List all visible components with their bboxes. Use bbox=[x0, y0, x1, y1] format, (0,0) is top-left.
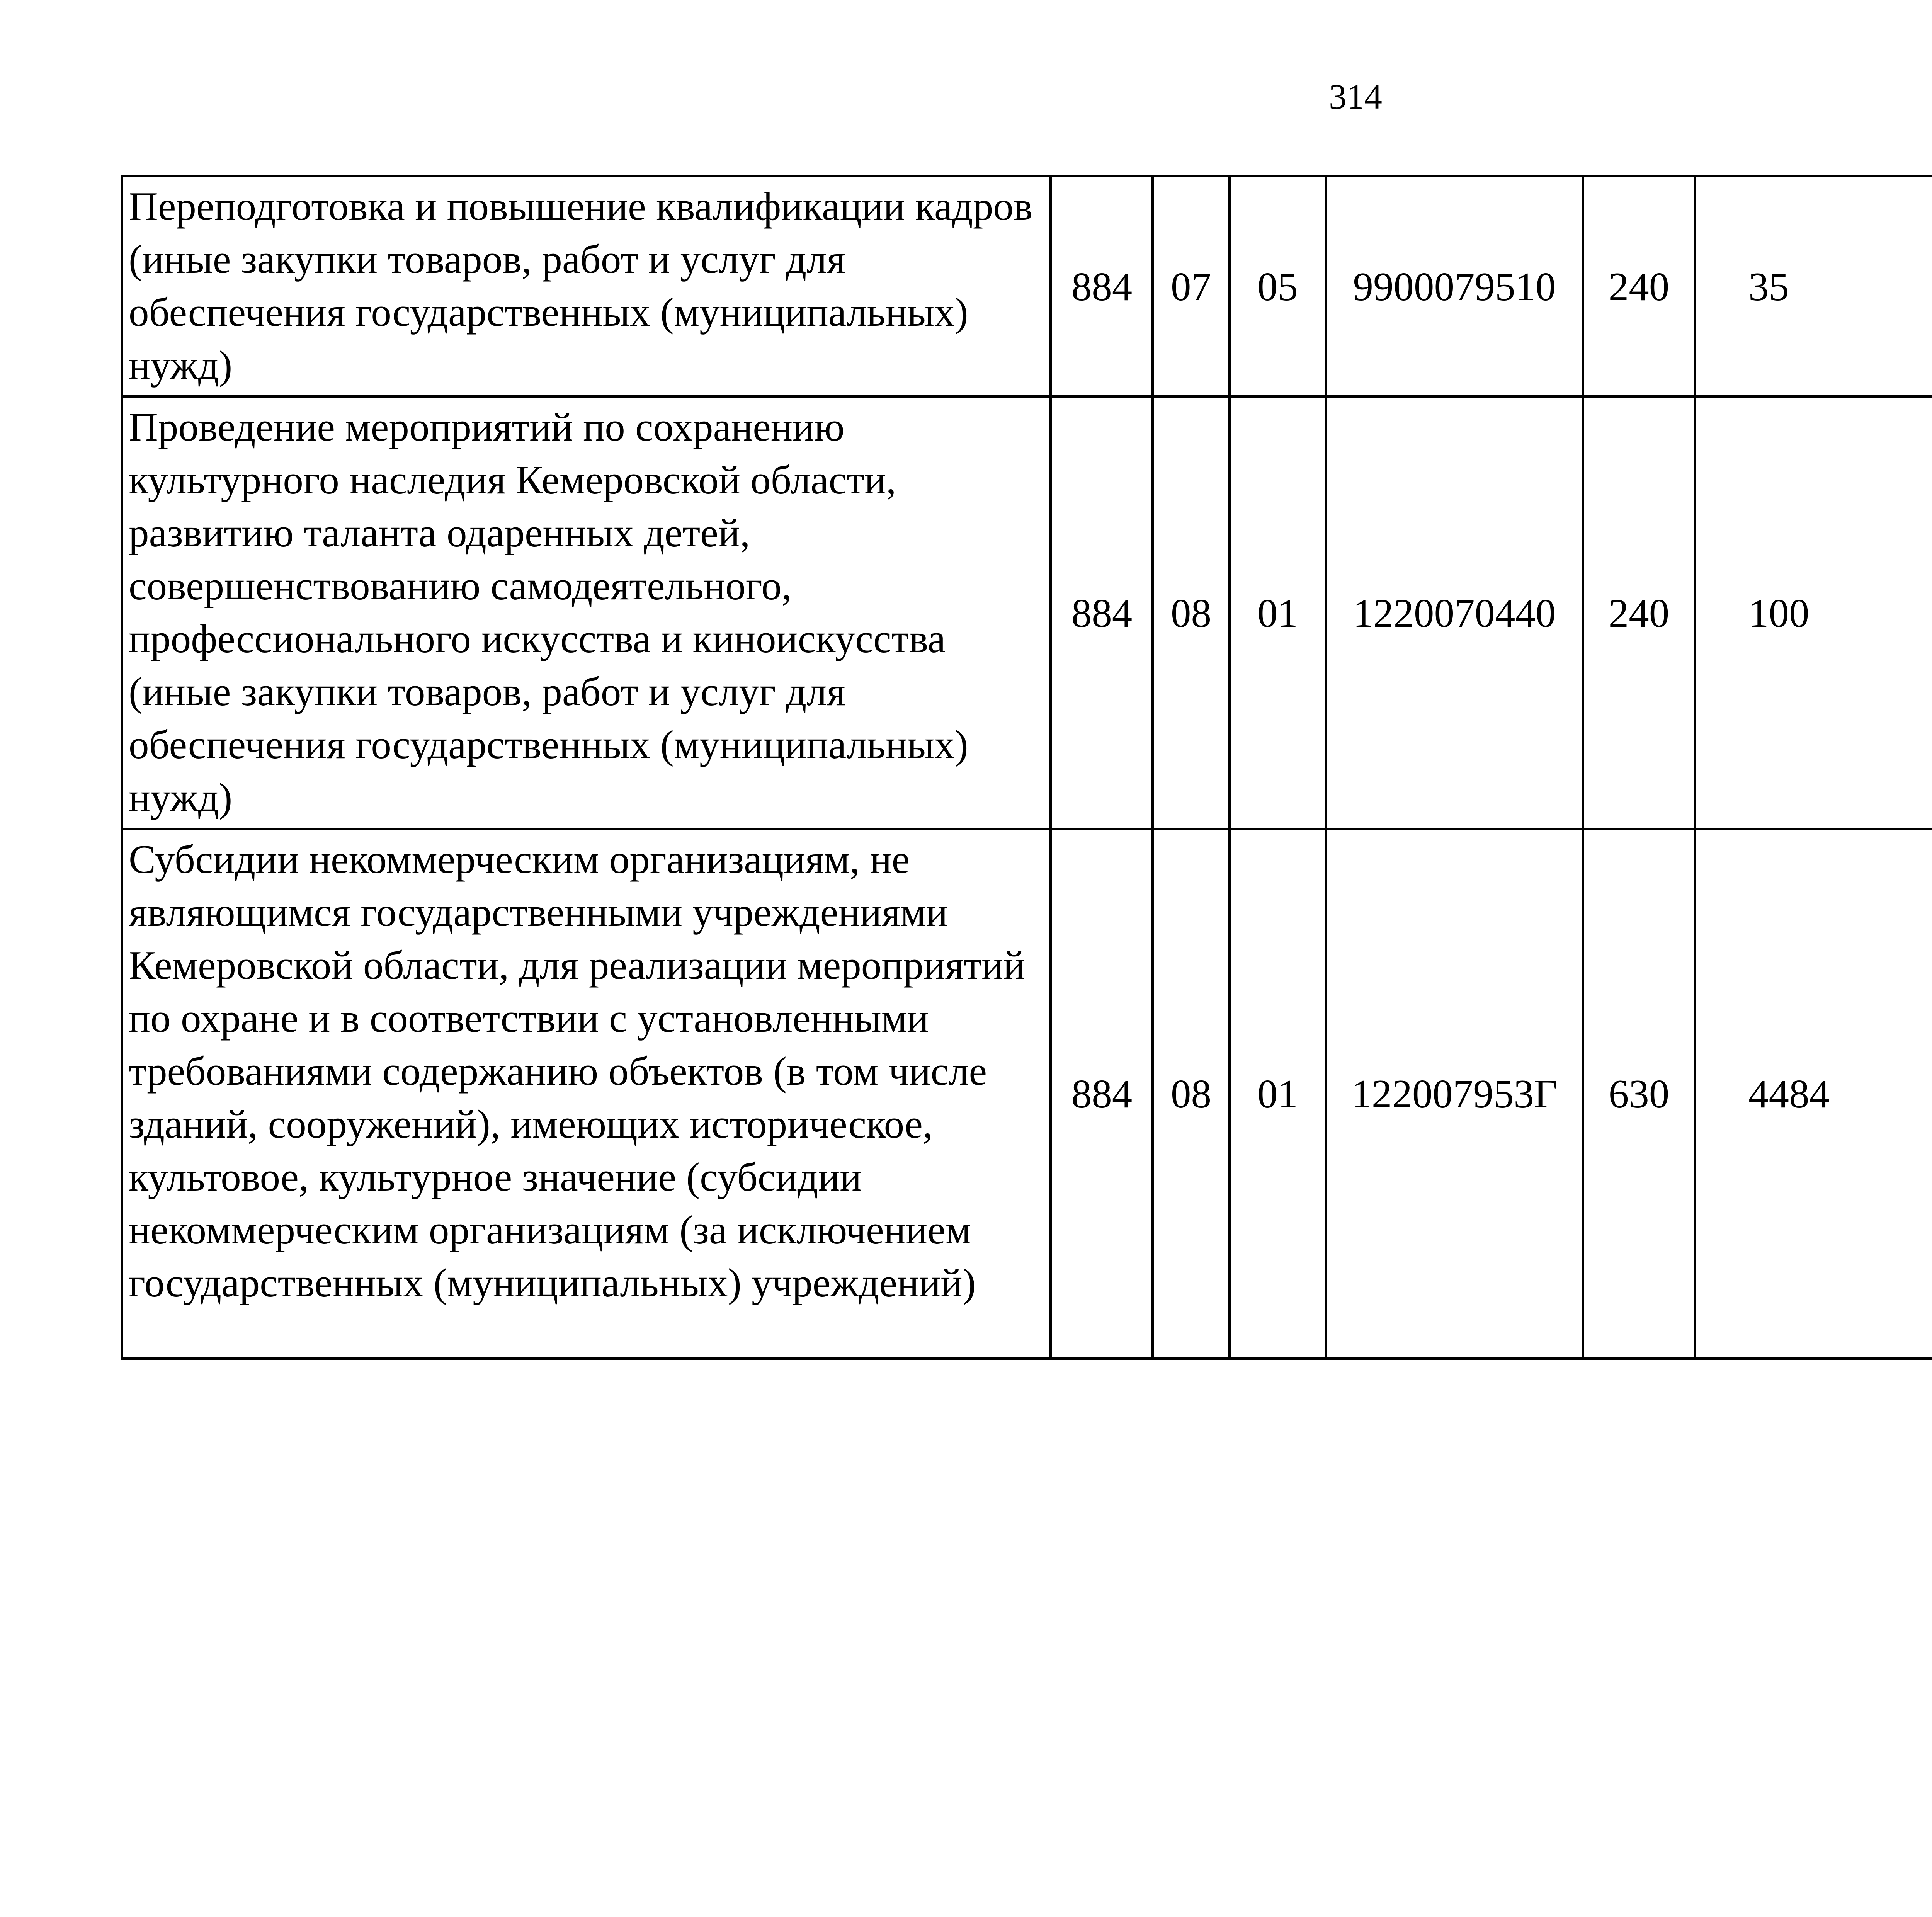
expense-name-cell: Проведение мероприятий по сохранению культурного наследия Кемеровской области, развитию таланта одаренных детей, совершенствованию самодеятельного, профессионального искусства и киноискусства (иные закупки товаров, работ и услуг для обеспечения государственных (муниципальных) нужд) bbox=[122, 397, 1051, 829]
table-row bbox=[122, 176, 1932, 397]
subsection-code-cell: 05 bbox=[1230, 176, 1326, 397]
subsection-code-cell: 01 bbox=[1230, 829, 1326, 1359]
expense-type-cell: 630 bbox=[1583, 829, 1695, 1359]
table-row bbox=[122, 397, 1932, 829]
grbs-code-cell: 884 bbox=[1051, 176, 1153, 397]
grbs-code-cell: 884 bbox=[1051, 397, 1153, 829]
target-article-cell: 122007953Г bbox=[1326, 829, 1583, 1359]
target-article-cell: 9900079510 bbox=[1326, 176, 1583, 397]
expense-type-cell: 240 bbox=[1583, 397, 1695, 829]
expense-name-cell: Переподготовка и повышение квалификации кадров (иные закупки товаров, работ и услуг для обеспечения государственных (муниципальных) нужд) bbox=[122, 176, 1051, 397]
amount-year1-cell: 4484 bbox=[1695, 829, 1932, 1359]
amount-year1-cell: 100 bbox=[1695, 397, 1932, 829]
section-code-cell: 08 bbox=[1153, 397, 1230, 829]
subsection-code-cell: 01 bbox=[1230, 397, 1326, 829]
grbs-code-cell: 884 bbox=[1051, 829, 1153, 1359]
section-code-cell: 07 bbox=[1153, 176, 1230, 397]
budget-table bbox=[121, 175, 1932, 1360]
target-article-cell: 1220070440 bbox=[1326, 397, 1583, 829]
table-row bbox=[122, 829, 1932, 1359]
section-code-cell: 08 bbox=[1153, 829, 1230, 1359]
expense-name-cell: Субсидии некоммерческим организациям, не являющимся государственными учреждениями Кемеровской области, для реализации мероприятий по охране и в соответствии с установленными требованиями содержанию объектов (в том числе зданий, сооружений), имеющих историческое, культовое, культурное значение (субсидии некоммерческим организациям (за исключением государственных (муниципальных) учреждений) bbox=[122, 829, 1051, 1359]
expense-type-cell: 240 bbox=[1583, 176, 1695, 397]
page-number: 314 bbox=[1329, 77, 1382, 116]
amount-year1-cell: 35 bbox=[1695, 176, 1932, 397]
